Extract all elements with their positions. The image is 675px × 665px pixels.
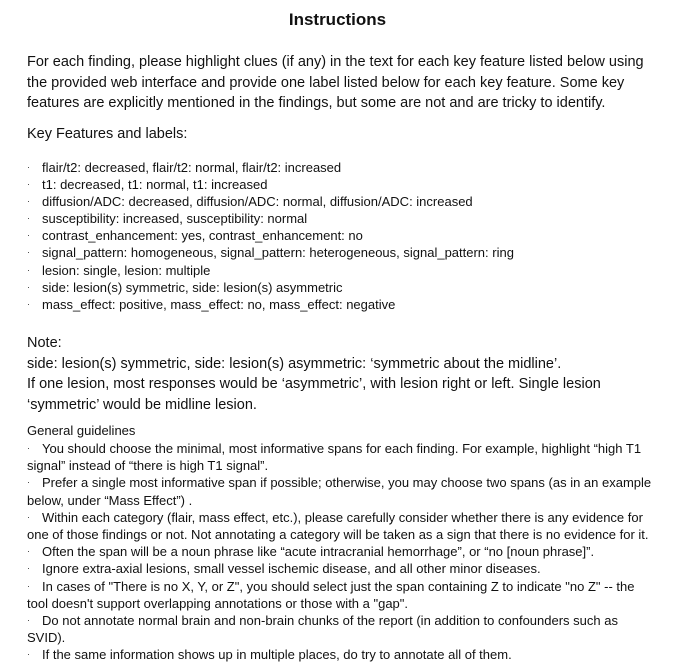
guideline-text: Do not annotate normal brain and non-brain chunks of the report (in addition to confounders such as SVID). [27, 613, 618, 646]
list-item [27, 560, 657, 577]
note-section [27, 333, 657, 415]
guideline-text: If the same information shows up in multiple places, do try to annotate all of them. [42, 647, 512, 663]
list-item [27, 193, 657, 210]
bullet-icon: · [27, 580, 30, 591]
guidelines-list [27, 440, 657, 664]
list-item [27, 509, 657, 543]
list-item [27, 210, 657, 227]
bullet-icon: · [27, 649, 30, 660]
key-feature-text: susceptibility: increased, susceptibility: normal [42, 211, 308, 227]
note-line: side: lesion(s) symmetric, side: lesion(s) asymmetric: ‘symmetric about the midline’. [27, 355, 562, 372]
guideline-text: Within each category (flair, mass effect, etc.), please carefully consider whether there is any evidence for one of those findings or not. Not annotating a category will be taken as a sign that there is no evidence for it. [27, 509, 649, 543]
list-item [27, 440, 657, 474]
list-item [27, 244, 657, 261]
bullet-icon: · [27, 477, 30, 488]
bullet-icon: · [27, 264, 30, 275]
list-item [27, 262, 657, 279]
bullet-icon: · [27, 546, 30, 557]
key-features-list [27, 159, 657, 313]
key-feature-text: diffusion/ADC: decreased, diffusion/ADC: normal, diffusion/ADC: increased [42, 194, 473, 210]
guideline-text: Often the span will be a noun phrase like “acute intracranial hemorrhage”, or “no [noun phrase]”. [42, 544, 595, 560]
bullet-icon: · [27, 162, 30, 172]
bullet-icon: · [27, 511, 30, 522]
list-item [27, 296, 657, 313]
key-feature-text: signal_pattern: homogeneous, signal_pattern: heterogeneous, signal_pattern: ring [42, 245, 514, 261]
bullet-icon: · [27, 196, 30, 207]
guidelines-heading: General guidelines [27, 423, 136, 438]
guideline-text: You should choose the minimal, most informative spans for each finding. For example, highlight “high T1 signal” instead of “there is high T1 signal”. [27, 441, 642, 474]
note-line: If one lesion, most responses would be ‘asymmetric’, with lesion right or left. Single lesion [27, 376, 601, 392]
list-item [27, 159, 657, 176]
list-item [27, 543, 657, 560]
page-title: Instructions [288, 10, 387, 29]
bullet-icon: · [27, 443, 30, 453]
bullet-icon: · [27, 247, 30, 258]
bullet-icon: · [27, 213, 30, 224]
list-item [27, 279, 657, 296]
key-feature-text: t1: decreased, t1: normal, t1: increased [42, 177, 268, 193]
bullet-icon: · [27, 179, 30, 190]
key-feature-text: side: lesion(s) symmetric, side: lesion(s) asymmetric [42, 279, 343, 295]
bullet-icon: · [27, 230, 30, 241]
guideline-text: Prefer a single most informative span if possible; otherwise, you may choose two spans (as in an example below, under “Mass Effect”) . [27, 475, 652, 508]
note-line: ‘symmetric’ would be midline lesion. [27, 396, 257, 413]
key-feature-text: contrast_enhancement: yes, contrast_enhancement: no [42, 228, 363, 244]
key-feature-text: lesion: single, lesion: multiple [42, 262, 211, 278]
key-feature-text: mass_effect: positive, mass_effect: no, mass_effect: negative [42, 296, 396, 312]
list-item [27, 474, 657, 508]
list-item [27, 176, 657, 193]
list-item [27, 612, 657, 646]
bullet-icon: · [27, 298, 30, 309]
bullet-icon: · [27, 563, 30, 574]
note-heading: Note: [27, 335, 62, 351]
guideline-text: In cases of "There is no X, Y, or Z", you should select just the span containing Z to indicate "no Z" -- the tool doesn't support overlapping annotations or those with a "gap". [27, 578, 635, 611]
list-item [27, 578, 657, 612]
key-feature-text: flair/t2: decreased, flair/t2: normal, flair/t2: increased [42, 160, 342, 175]
intro-paragraph: For each finding, please highlight clues (if any) in the text for each key feature listed below using the provided web interface and provide one label listed below for each key feature. Some key features are explicitly mentioned in the findings, but some are not and are tricky to identify. [27, 54, 644, 111]
guideline-text: Ignore extra-axial lesions, small vessel ischemic disease, and all other minor diseases. [42, 561, 541, 577]
key-features-heading: Key Features and labels: [27, 126, 188, 142]
list-item [27, 227, 657, 244]
bullet-icon: · [27, 281, 30, 292]
list-item [27, 646, 657, 663]
bullet-icon: · [27, 615, 30, 626]
